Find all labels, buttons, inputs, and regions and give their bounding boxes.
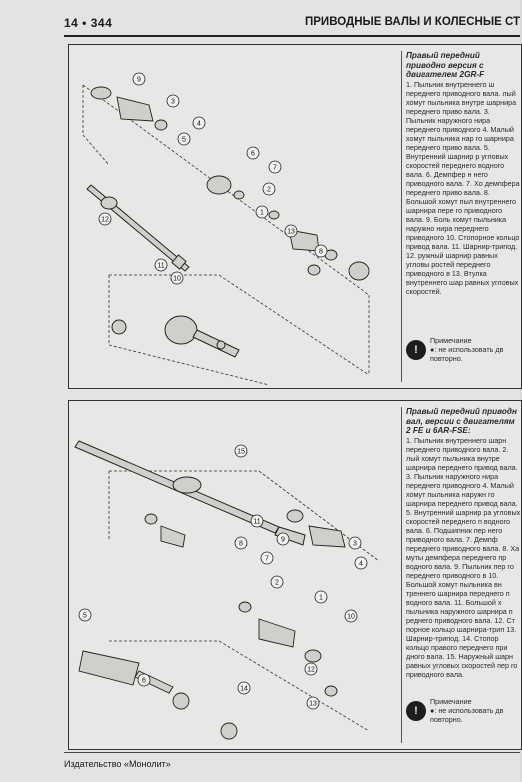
legend-body: 1. Пыльник внутреннего шарн переднего приводного вала. 2. лый хомут пыльника внутре шарнира переднего привод вала. 3. Пыльник наружного нира переднего приводного 4. Малый хомут пыльника наружн го шарнира переднего привод вала. 5. Внутренний шарнир ра угловых скоростей переднего п водного вала. 6. Подшипник пер него приводного вала. 7. Демпф переднего приводного вала. 8. Ха муты демпфера переднего пр водного вала. 9. Пыльник пер го переднего приводного в 10. Большой хомут пыльника вн треннего шарнира переднего п водного вала. 11. Большой х пыльника наружного шарнира п реднего приводного вала. 12. Ст порное кольцо шарнира-трип 13. Шарнир-трипод. 14. Стопор кольцо правого переднего при дного вала. 15. Наружный шарн равных угловых скоростей пер го приводного вала. xyxy=(406,435,521,679)
callout-label: 4 xyxy=(197,120,201,128)
callout-label: 3 xyxy=(353,540,357,548)
note-box xyxy=(406,336,522,378)
section-title: ПРИВОДНЫЕ ВАЛЫ И КОЛЕСНЫЕ СТ xyxy=(305,16,520,28)
exploded-diagram-2gr xyxy=(69,45,399,388)
callout-label: 7 xyxy=(273,164,277,172)
publisher: Издательство «Монолит» xyxy=(64,759,171,769)
callout-label: 5 xyxy=(182,136,186,144)
note-label: Примечание xyxy=(430,336,472,345)
parts-legend-fe xyxy=(401,407,521,743)
note-content: ●: не использовать дв повторно. xyxy=(430,345,504,363)
callout-label: 5 xyxy=(83,612,87,620)
callout-label: 7 xyxy=(265,555,269,563)
legend-heading: Правый передний приводно версия с двигателем 2GR-F xyxy=(406,51,485,79)
callout-label: 9 xyxy=(281,536,285,544)
callout-label: 10 xyxy=(173,275,181,283)
page-footer xyxy=(64,752,520,769)
callout-label: 6 xyxy=(251,150,255,158)
exploded-diagram-fe xyxy=(69,401,399,749)
callout-label: 10 xyxy=(347,613,355,621)
callout-label: 12 xyxy=(307,666,315,674)
callout-label: 3 xyxy=(171,98,175,106)
callout-label: 15 xyxy=(237,448,245,456)
note-label: Примечание xyxy=(430,697,472,706)
header-rule xyxy=(64,35,520,37)
legend-heading: Правый передний приводн вал, версии с двигателям 2 FE и 6AR-FSE: xyxy=(406,407,517,435)
warning-icon: ! xyxy=(406,340,426,360)
callout-label: 11 xyxy=(157,262,165,270)
figure-panel-fe xyxy=(68,400,522,750)
parts-legend-2gr xyxy=(401,51,521,382)
diagram-svg-2gr xyxy=(69,45,399,388)
warning-icon: ! xyxy=(406,701,426,721)
callout-label: 12 xyxy=(101,216,109,224)
callout-label: 1 xyxy=(260,209,264,217)
callout-label: 1 xyxy=(319,594,323,602)
note-box xyxy=(406,697,522,739)
callout-label: 13 xyxy=(287,228,295,236)
page-number: 14 • 344 xyxy=(64,16,113,30)
callout-label: 6 xyxy=(142,677,146,685)
callout-label: 14 xyxy=(240,685,248,693)
footer-rule xyxy=(64,752,520,753)
diagram-svg-fe xyxy=(69,401,399,749)
legend-body: 1. Пыльник внутреннего ш переднего приводного вала. лый хомут пыльника внутре шарнира переднего приво вала. 3. Пыльник наружного нира переднего приводного 4. Малый хомут пыльника нар го шарнира переднего приво вала. 5. Внутренний шарнир р угловых скоростей переднего водного вала. 6. Демпфер н него приводного вала. 7. Хо демпфера переднего приво вала. 8. Большой хомут пыл внутреннего шарнира пере го приводного вала. 9. Боль хомут пыльника наружно нира переднего приводного 10. Стопорное кольцо привод вала. 11. Шарнир-трипод. 12. ружный шарнир равных угловы ростей переднего приводного в 13. Втулка внутреннего шар равных угловых скоростей. xyxy=(406,79,522,296)
note-text xyxy=(430,697,522,724)
callout-label: 8 xyxy=(319,248,323,256)
callout-label: 2 xyxy=(275,579,279,587)
note-content: ●: не использовать дв повторно. xyxy=(430,706,504,724)
figure-panel-2gr xyxy=(68,44,522,389)
callout-label: 4 xyxy=(359,560,363,568)
callout-label: 11 xyxy=(253,518,261,526)
callout-label: 8 xyxy=(239,540,243,548)
page-header xyxy=(64,14,520,36)
note-text xyxy=(430,336,522,363)
callout-label: 2 xyxy=(267,186,271,194)
callout-label: 13 xyxy=(309,700,317,708)
callout-label: 9 xyxy=(137,76,141,84)
